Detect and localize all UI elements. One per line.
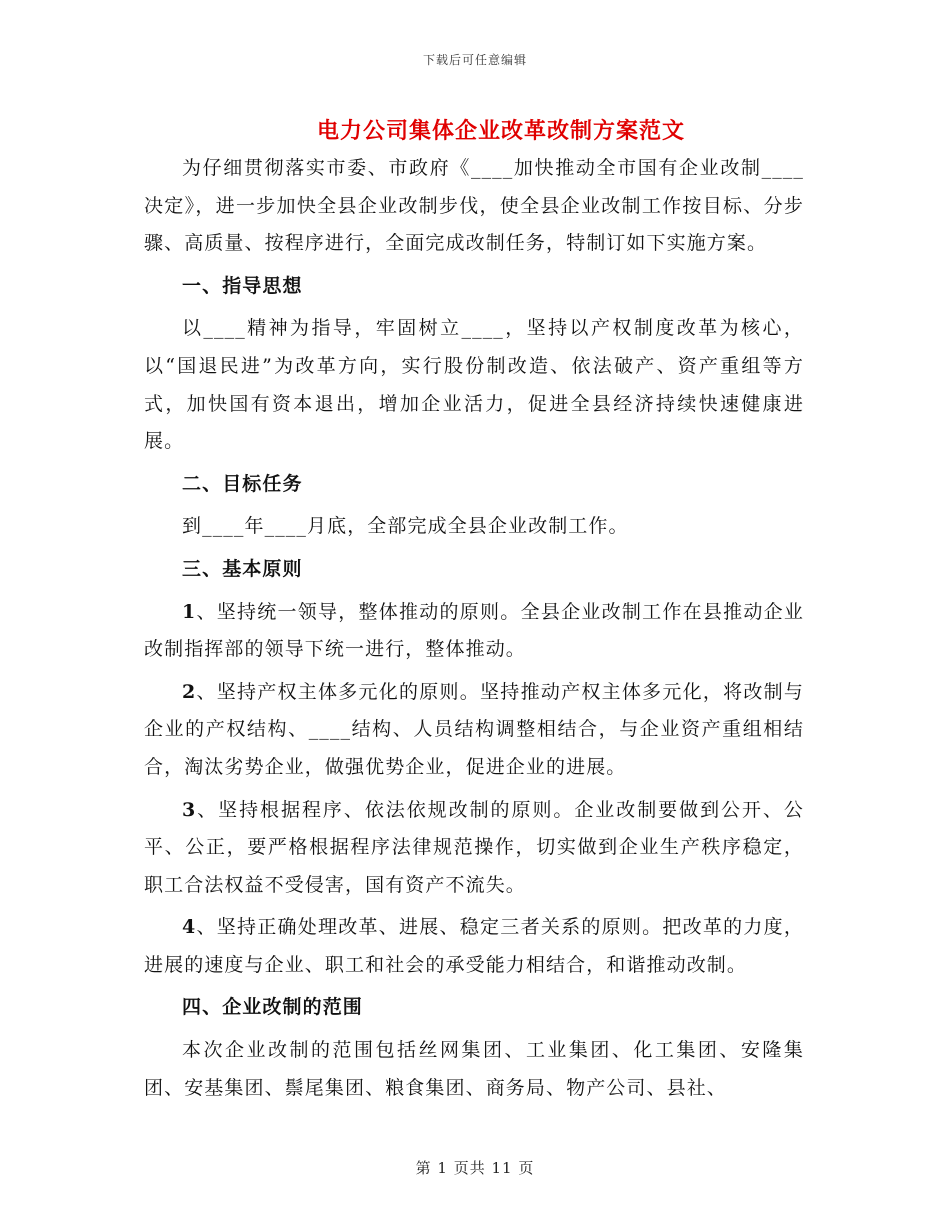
document-body — [144, 150, 804, 1112]
principle-number: 2 — [182, 680, 197, 703]
guiding-ideology-paragraph: 以____精神为指导，牢固树立____，坚持以产权制度改革为核心，以“国退民进”为改革方向，实行股份制改造、依法破产、资产重组等方式，加快国有资本退出，增加企业活力，促进全县经济持续快速健康进展。 — [144, 317, 804, 453]
document-title: 电力公司集体企业改革改制方案范文 — [316, 118, 685, 144]
principle-number: 4 — [182, 916, 197, 939]
scope-paragraph: 本次企业改制的范围包括丝网集团、工业集团、化工集团、安隆集团、安基集团、鬃尾集团、粮食集团、商务局、物产公司、县社、 — [144, 1039, 804, 1099]
page-footer-page-number: 第 1 页共 11 页 — [415, 1159, 535, 1177]
section-heading-guiding-ideology: 一、指导思想 — [182, 274, 303, 297]
page-header-note: 下载后可任意编辑 — [422, 53, 527, 67]
section-heading-principles: 三、基本原则 — [182, 557, 303, 580]
intro-paragraph: 为仔细贯彻落实市委、市政府《____加快推动全市国有企业改制____决定》，进一步加快全县企业改制步伐，使全县企业改制工作按目标、分步骤、高质量、按程序进行，全面完成改制任务，特制订如下实施方案。 — [144, 157, 804, 255]
principle-number: 3 — [182, 798, 197, 821]
principle-number: 1 — [182, 600, 197, 623]
section-heading-scope: 四、企业改制的范围 — [182, 996, 363, 1019]
principle-text: 、坚持产权主体多元化的原则。坚持推动产权主体多元化，将改制与企业的产权结构、____结构、人员结构调整相结合，与企业资产重组相结合，淘汰劣势企业，做强优势企业，促进企业的进展。 — [144, 680, 804, 778]
principle-item — [144, 674, 804, 787]
principle-text: 、坚持统一领导，整体推动的原则。全县企业改制工作在县推动企业改制指挥部的领导下统一进行，整体推动。 — [144, 600, 804, 661]
section-heading-targets: 二、目标任务 — [182, 472, 303, 495]
principle-item — [144, 594, 804, 669]
principle-item — [144, 909, 804, 984]
targets-paragraph: 到____年____月底，全部完成全县企业改制工作。 — [182, 515, 629, 538]
principle-item — [144, 792, 804, 905]
principle-text: 、坚持根据程序、依法依规改制的原则。企业改制要做到公开、公平、公正，要严格根据程序法律规范操作，切实做到企业生产秩序稳定，职工合法权益不受侵害，国有资产不流失。 — [144, 798, 804, 896]
principle-text: 、坚持正确处理改革、进展、稳定三者关系的原则。把改革的力度，进展的速度与企业、职工和社会的承受能力相结合，和谐推动改制。 — [144, 916, 804, 976]
